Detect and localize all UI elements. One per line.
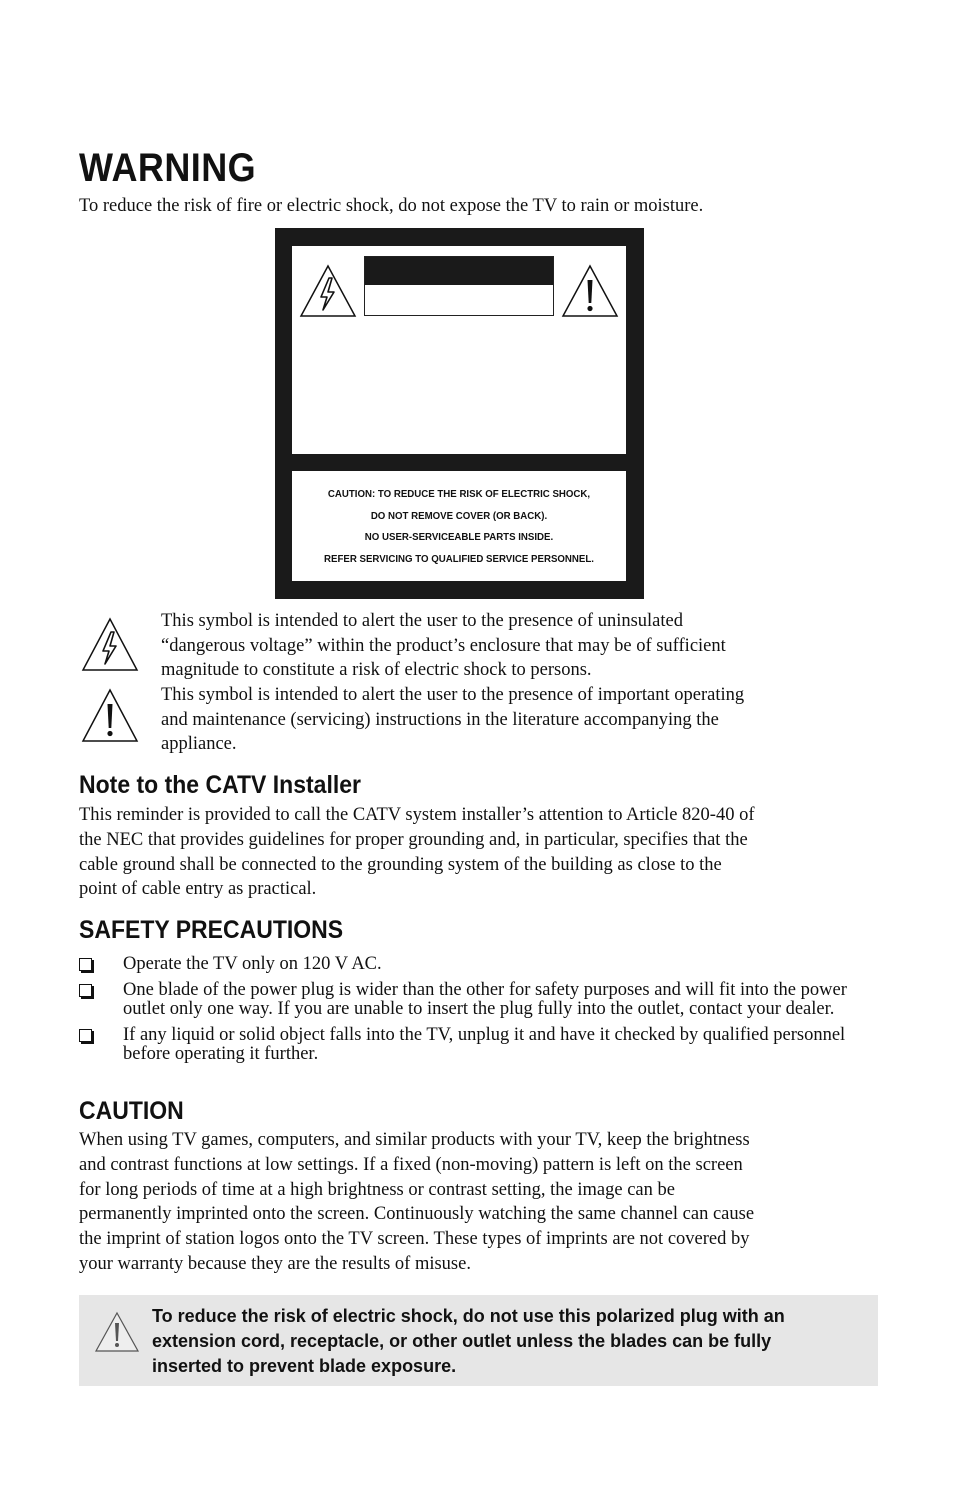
notice-text — [152, 1304, 852, 1378]
paragraph-line: the NEC that provides guidelines for proper grounding and, in particular, specifies that the — [79, 829, 748, 850]
exclamation-triangle-icon — [561, 264, 619, 318]
paragraph-line: for long periods of time at a high brightness or contrast setting, the image can be — [79, 1179, 675, 1200]
safety-list — [79, 955, 879, 1071]
paragraph-line: your warranty because they are the results of misuse. — [79, 1253, 471, 1274]
description-line: appliance. — [161, 734, 237, 755]
caution-line: NO USER-SERVICEABLE PARTS INSIDE. — [364, 532, 554, 543]
checkbox-bullet-icon — [79, 984, 92, 997]
list-item — [79, 981, 879, 1020]
page-title: WARNING — [79, 146, 257, 190]
lightning-symbol-description — [161, 609, 861, 683]
description-line: This symbol is intended to alert the user to the presence of important operating — [161, 685, 745, 705]
paragraph-line: When using TV games, computers, and similar products with your TV, keep the brightness — [79, 1130, 750, 1150]
checkbox-bullet-icon — [79, 1029, 92, 1042]
paragraph-line: cable ground shall be connected to the grounding system of the building as close to the — [79, 854, 722, 875]
exclamation-triangle-icon — [81, 688, 139, 744]
safety-heading: SAFETY PRECAUTIONS — [79, 916, 344, 944]
caution-paragraph — [79, 1128, 879, 1277]
caution-heading: CAUTION — [79, 1097, 184, 1125]
paragraph-line: permanently imprinted onto the screen. Continuously watching the same channel can cause — [79, 1204, 755, 1225]
intro-text: To reduce the risk of fire or electric shock, do not expose the TV to rain or moisture. — [79, 196, 704, 216]
list-item-text: One blade of the power plug is wider than the other for safety purposes and will fit into the power outlet only one way. If you are unable to insert the plug fully into the outlet, contact your dealer. — [123, 979, 847, 1019]
paragraph-line: This reminder is provided to call the CATV system installer’s attention to Article 820-40 of — [79, 805, 755, 825]
lightning-triangle-icon — [81, 617, 139, 673]
catv-heading: Note to the CATV Installer — [79, 771, 361, 799]
paragraph-line: point of cable entry as practical. — [79, 879, 317, 900]
description-line: “dangerous voltage” within the product’s enclosure that may be of sufficient — [161, 635, 726, 656]
notice-line: extension cord, receptacle, or other outlet unless the blades can be fully — [152, 1330, 772, 1351]
list-item-text: Operate the TV only on 120 V AC. — [123, 954, 382, 974]
caution-label-text-panel — [292, 471, 626, 581]
description-line: This symbol is intended to alert the user to the presence of uninsulated — [161, 611, 683, 631]
notice-line: inserted to prevent blade exposure. — [152, 1355, 457, 1376]
caution-banner — [364, 256, 554, 316]
paragraph-line: and contrast functions at low settings. If a fixed (non-moving) pattern is left on the screen — [79, 1154, 743, 1175]
exclamation-symbol-description — [161, 683, 861, 757]
paragraph-line: the imprint of station logos onto the TV screen. These types of imprints are not covered by — [79, 1229, 750, 1250]
checkbox-bullet-icon — [79, 958, 92, 971]
catv-paragraph — [79, 803, 879, 902]
list-item-text: If any liquid or solid object falls into the TV, unplug it and have it checked by qualified personnel before operating it further. — [123, 1024, 846, 1064]
description-line: magnitude to constitute a risk of electric shock to persons. — [161, 660, 592, 681]
notice-line: To reduce the risk of electric shock, do not use this polarized plug with an — [152, 1306, 785, 1326]
polarized-plug-notice — [79, 1295, 878, 1386]
description-line: and maintenance (servicing) instructions in the literature accompanying the — [161, 709, 719, 730]
caution-banner-dark-band — [365, 257, 553, 285]
caution-line: CAUTION: TO REDUCE THE RISK OF ELECTRIC SHOCK, — [327, 489, 591, 500]
exclamation-triangle-icon — [94, 1311, 140, 1353]
list-item — [79, 955, 879, 975]
caution-line: REFER SERVICING TO QUALIFIED SERVICE PERSONNEL. — [324, 553, 594, 565]
list-item — [79, 1026, 879, 1065]
caution-line: DO NOT REMOVE COVER (OR BACK). — [370, 510, 548, 522]
lightning-triangle-icon — [299, 264, 357, 318]
